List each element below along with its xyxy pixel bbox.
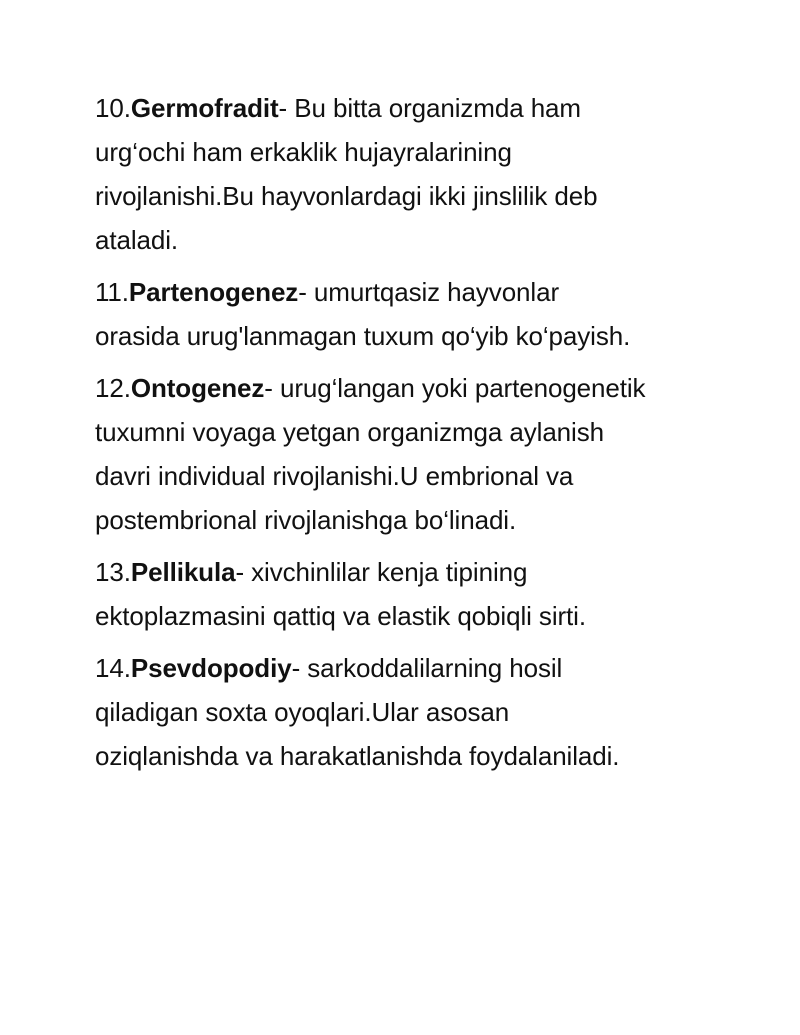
entry-number: 12.: [95, 373, 131, 403]
entry-text-line: oziqlanishda va harakatlanishda foydalaniladi.: [95, 741, 620, 771]
entry-text-line: - Bu bitta organizmda ham: [278, 93, 581, 123]
entry-text-line: davri individual rivojlanishi.U embrional va: [95, 461, 574, 491]
entry-number: 11.: [95, 277, 129, 307]
glossary-entry-12: [95, 366, 735, 542]
glossary-entry-11: [95, 270, 735, 358]
entry-text-line: - sarkoddalilarning hosil: [291, 653, 563, 683]
entry-term: Partenogenez: [128, 277, 299, 307]
entry-text-line: ataladi.: [95, 225, 179, 255]
entry-text-line: postembrional rivojlanishga bo‘linadi.: [95, 505, 517, 535]
glossary-entry-13: [95, 550, 735, 638]
entry-text-line: orasida urug'lanmagan tuxum qo‘yib ko‘payish.: [95, 321, 631, 351]
entry-text-line: - xivchinlilar kenja tipining: [235, 557, 528, 587]
entry-text-line: qiladigan soxta oyoqlari.Ular asosan: [95, 697, 510, 727]
entry-term: Pellikula: [130, 557, 236, 587]
entry-number: 14.: [95, 653, 131, 683]
entry-text-line: urg‘ochi ham erkaklik hujayralarining: [95, 137, 512, 167]
entry-text-line: - umurtqasiz hayvonlar: [298, 277, 560, 307]
entry-term: Ontogenez: [130, 373, 265, 403]
entry-number: 13.: [95, 557, 131, 587]
entry-term: Germofradit: [130, 93, 279, 123]
entry-term: Psevdopodiy: [130, 653, 292, 683]
entry-text-line: tuxumni voyaga yetgan organizmga aylanish: [95, 417, 604, 447]
glossary-entry-14: [95, 646, 735, 778]
glossary-content: [95, 86, 735, 786]
glossary-entry-10: [95, 86, 735, 262]
entry-text-line: ektoplazmasini qattiq va elastik qobiqli sirti.: [95, 601, 586, 631]
entry-text-line: - urug‘langan yoki partenogenetik: [264, 373, 646, 403]
entry-number: 10.: [95, 93, 131, 123]
entry-text-line: rivojlanishi.Bu hayvonlardagi ikki jinslilik deb: [95, 181, 598, 211]
